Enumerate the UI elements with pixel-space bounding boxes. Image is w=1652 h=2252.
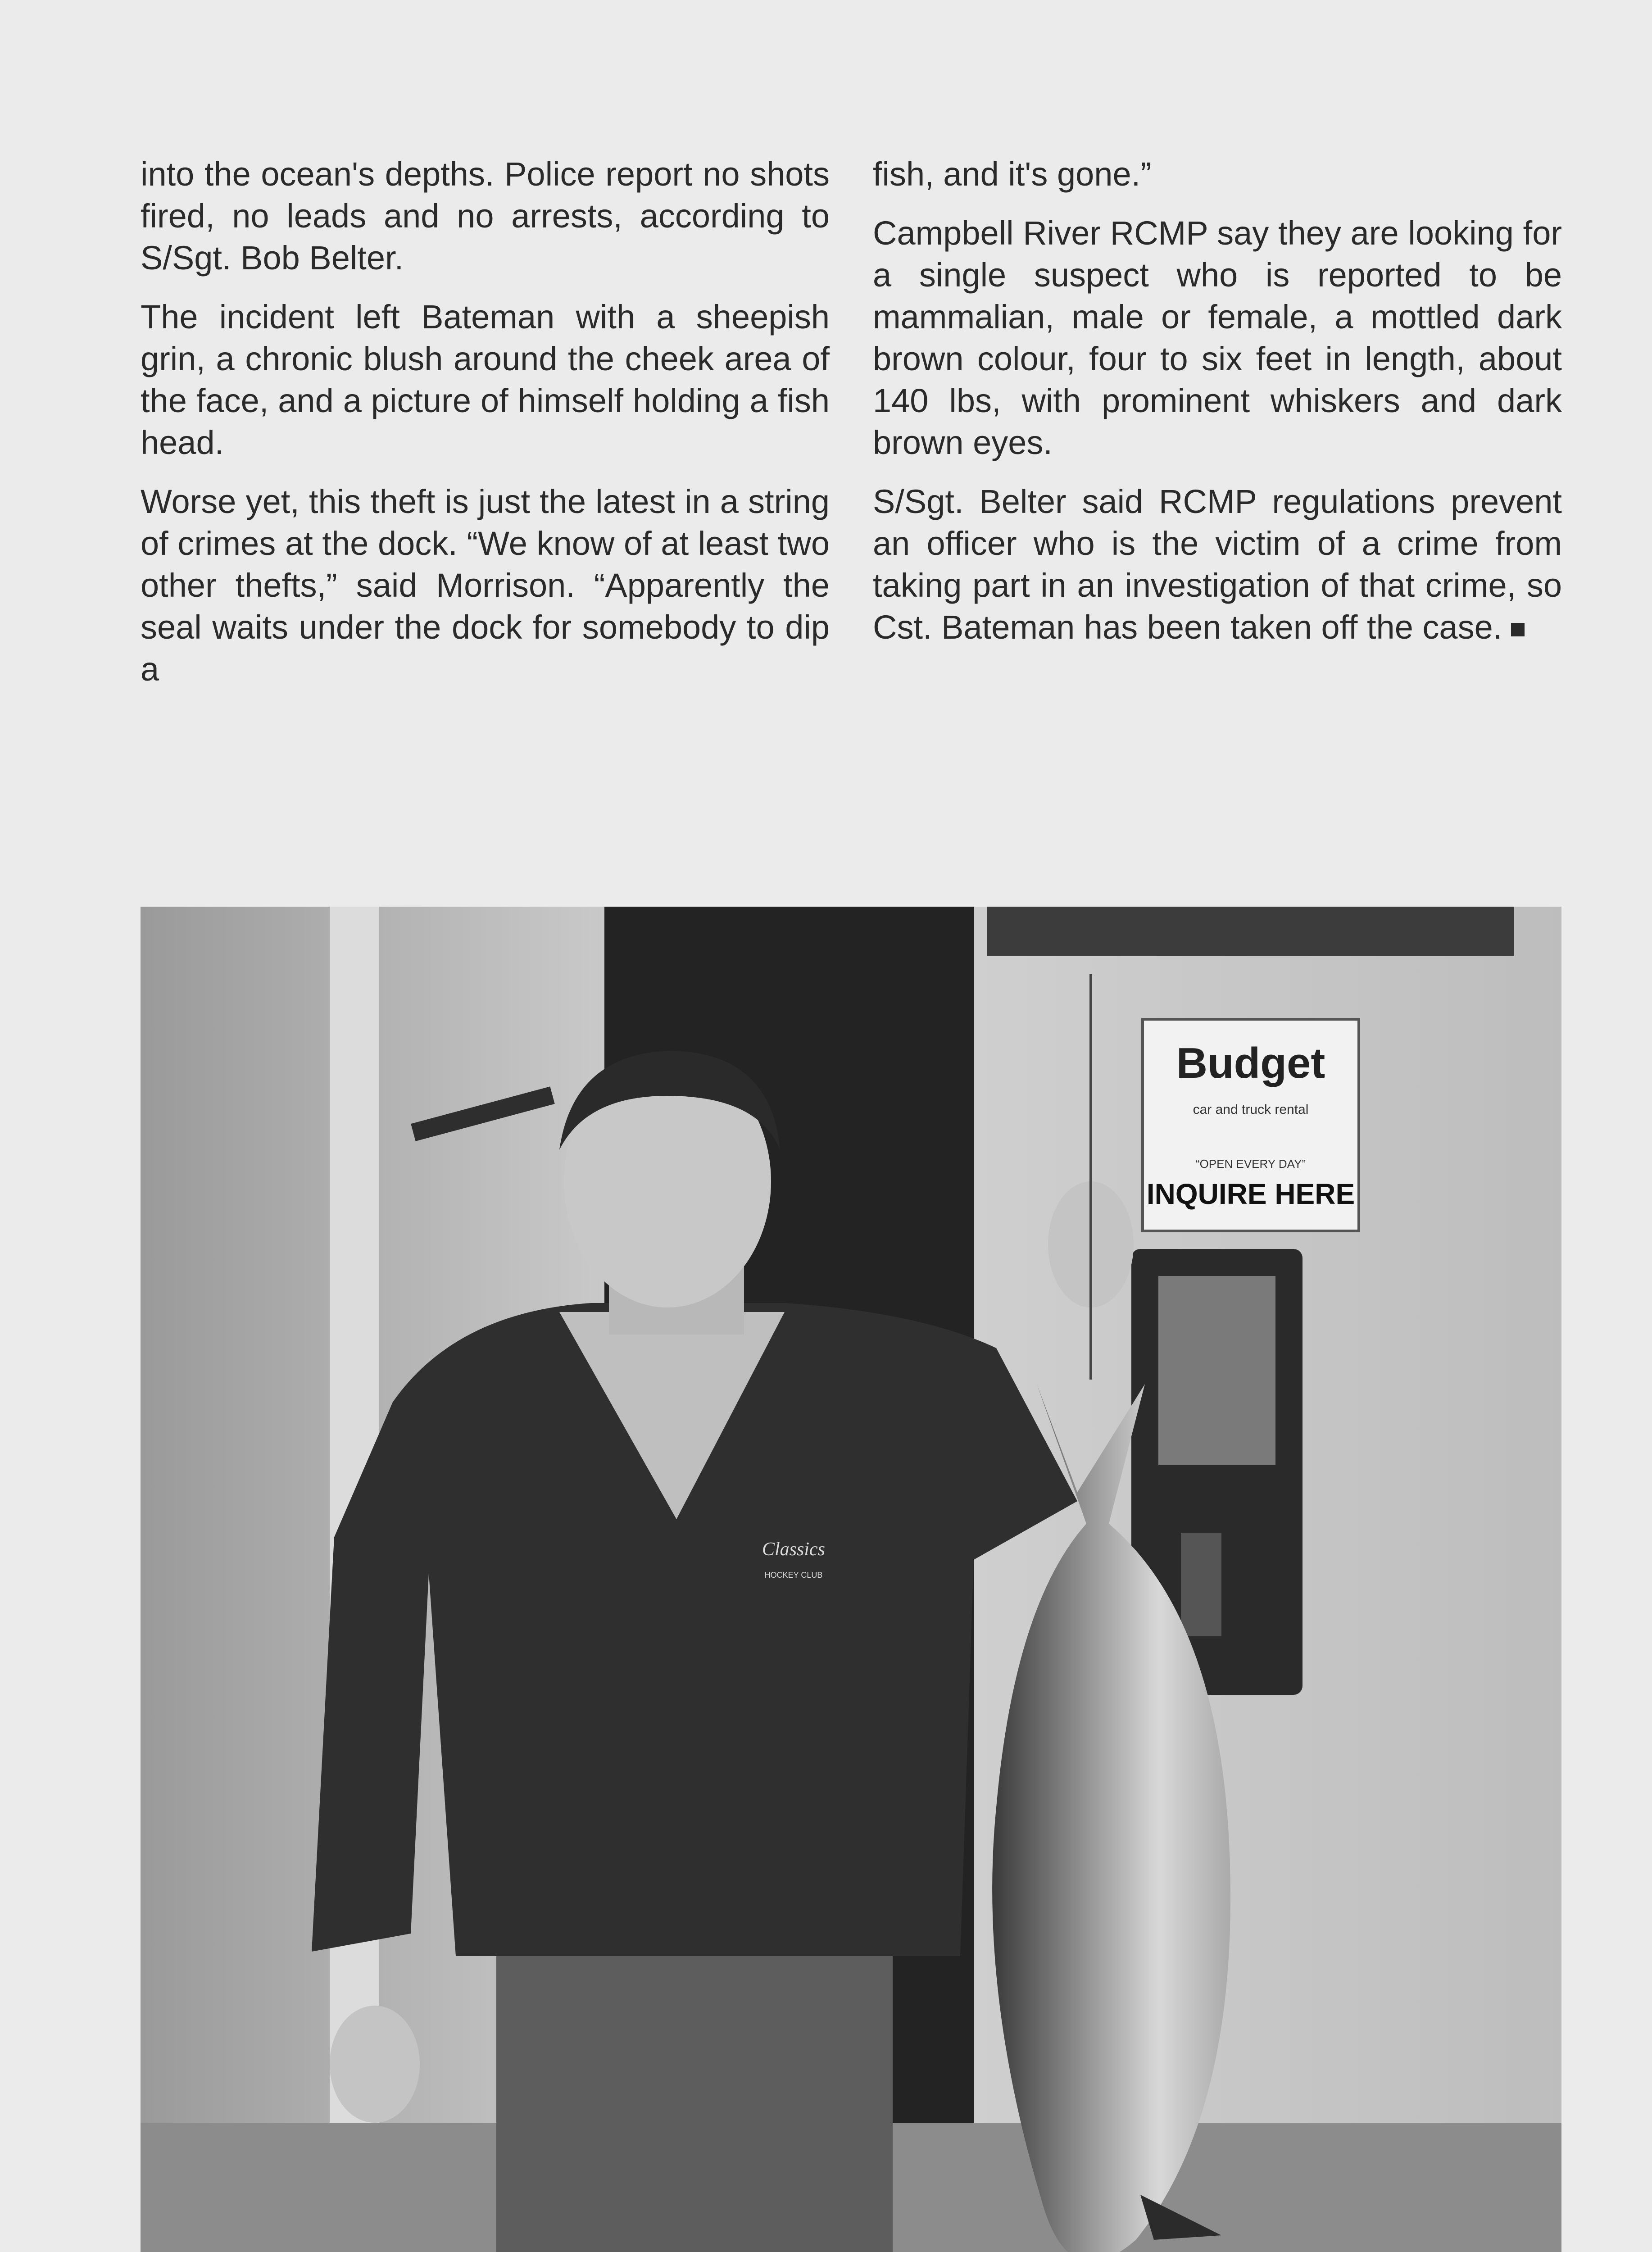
sign-cta: INQUIRE HERE xyxy=(1146,1178,1355,1210)
jacket-logo: Classics xyxy=(762,1539,826,1560)
paragraph xyxy=(873,481,1562,648)
paragraph-text: S/Sgt. Belter said RCMP regulations prevent an officer who is the victim of a crime from taking part in an investigation of that crime, so Cst. Bateman has been taken off the case. xyxy=(873,483,1562,646)
sign-tagline: “OPEN EVERY DAY” xyxy=(1195,1157,1306,1171)
paragraph: into the ocean's depths. Police report no shots fired, no leads and no arrests, according to S/Sgt. Bob Belter. xyxy=(141,155,830,277)
paragraph: The incident left Bateman with a sheepish grin, a chronic blush around the cheek area of the face, and a picture of himself holding a fish head. xyxy=(141,298,830,461)
budget-sign xyxy=(1143,1019,1359,1231)
sign-brand: Budget xyxy=(1176,1039,1325,1087)
paragraph: fish, and it's gone.” xyxy=(873,155,1152,193)
jacket-logo-sub: HOCKEY CLUB xyxy=(764,1571,823,1580)
sign-sub: car and truck rental xyxy=(1193,1102,1309,1117)
paragraph: Worse yet, this theft is just the latest in a string of crimes at the dock. “We know of at least two other thefts,” said Morrison. “Apparently the seal waits under the dock for somebody to dip a xyxy=(141,483,830,688)
article-column-right xyxy=(873,153,1562,665)
paragraph: Campbell River RCMP say they are looking for a single suspect who is reported to be mammalian, male or female, a mottled dark brown colour, four to six feet in length, about 140 lbs, with prominent whiskers and dark brown eyes. xyxy=(873,214,1562,461)
article-column-left xyxy=(141,153,830,707)
end-of-article-mark xyxy=(1511,623,1525,636)
article-photo xyxy=(141,907,1561,2252)
